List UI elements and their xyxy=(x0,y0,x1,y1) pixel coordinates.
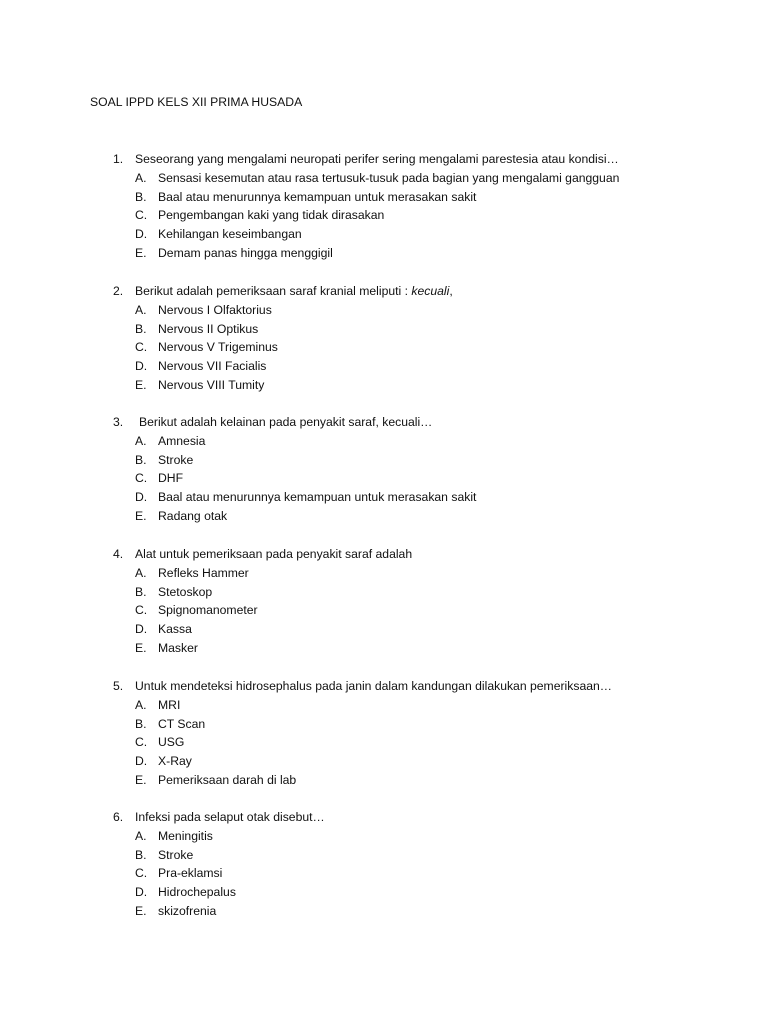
option-text: Spignomanometer xyxy=(158,603,258,618)
option-text: Nervous VIII Tumity xyxy=(158,377,265,392)
option-letter: C. xyxy=(135,471,148,486)
option-text: Kassa xyxy=(158,622,192,637)
option-item xyxy=(0,639,768,658)
question-number: 6. xyxy=(113,810,124,824)
option-item xyxy=(0,188,768,207)
option-text: Refleks Hammer xyxy=(158,565,249,580)
option-text: Kehilangan keseimbangan xyxy=(158,227,302,242)
option-item xyxy=(0,864,768,883)
question-number: 4. xyxy=(113,547,124,561)
option-letter: D. xyxy=(135,490,148,505)
option-text: Pra-eklamsi xyxy=(158,866,223,881)
option-text: Masker xyxy=(158,640,198,655)
option-item xyxy=(0,883,768,902)
option-letter: A. xyxy=(135,565,147,580)
option-letter: C. xyxy=(135,340,148,355)
question-stem xyxy=(0,808,768,827)
option-letter: E. xyxy=(135,772,147,787)
option-item xyxy=(0,432,768,451)
option-letter: B. xyxy=(135,452,147,467)
question-1 xyxy=(0,150,768,263)
question-text: Alat untuk pemeriksaan pada penyakit saraf adalah xyxy=(135,547,413,561)
question-stem xyxy=(0,282,768,301)
question-stem xyxy=(0,545,768,564)
question-4 xyxy=(0,545,768,658)
option-text: skizofrenia xyxy=(158,903,217,918)
option-text: Stroke xyxy=(158,847,194,862)
option-text: Stroke xyxy=(158,452,194,467)
option-text: DHF xyxy=(158,471,184,486)
option-text: Demam panas hingga menggigil xyxy=(158,245,333,260)
option-letter: C. xyxy=(135,603,148,618)
option-text: Nervous I Olfaktorius xyxy=(158,302,272,317)
option-letter: B. xyxy=(135,716,147,731)
question-stem xyxy=(0,677,768,696)
option-letter: A. xyxy=(135,433,147,448)
option-item xyxy=(0,301,768,320)
option-letter: D. xyxy=(135,227,148,242)
option-text: Radang otak xyxy=(158,508,228,523)
option-item xyxy=(0,902,768,921)
question-stem xyxy=(0,150,768,169)
option-letter: B. xyxy=(135,847,147,862)
question-6 xyxy=(0,808,768,921)
option-letter: E. xyxy=(135,377,147,392)
question-number: 5. xyxy=(113,679,124,693)
question-text: Untuk mendeteksi hidrosephalus pada janin dalam kandungan dilakukan pemeriksaan… xyxy=(135,679,612,693)
option-item xyxy=(0,771,768,790)
question-text-emphasis: kecuali xyxy=(411,284,450,298)
option-letter: E. xyxy=(135,640,147,655)
option-text: Amnesia xyxy=(158,433,206,448)
option-item xyxy=(0,320,768,339)
option-text: Sensasi kesemutan atau rasa tertusuk-tusuk pada bagian yang mengalami gangguan xyxy=(158,170,620,185)
option-letter: E. xyxy=(135,245,147,260)
option-text: MRI xyxy=(158,697,181,712)
option-item xyxy=(0,488,768,507)
option-text: Nervous II Optikus xyxy=(158,321,259,336)
option-item xyxy=(0,376,768,395)
option-letter: C. xyxy=(135,208,148,223)
option-letter: A. xyxy=(135,302,147,317)
question-stem xyxy=(0,413,768,432)
question-text: Seseorang yang mengalami neuropati perifer sering mengalami parestesia atau kondisi… xyxy=(135,152,619,166)
question-text-main: Berikut adalah pemeriksaan saraf kranial meliputi : xyxy=(135,284,412,298)
option-item xyxy=(0,583,768,602)
question-5 xyxy=(0,677,768,790)
option-item xyxy=(0,620,768,639)
option-text: Baal atau menurunnya kemampuan untuk merasakan sakit xyxy=(158,189,477,204)
question-text: Infeksi pada selaput otak disebut… xyxy=(135,810,325,824)
option-item xyxy=(0,507,768,526)
option-item xyxy=(0,225,768,244)
option-item xyxy=(0,357,768,376)
option-item xyxy=(0,206,768,225)
option-text: Nervous V Trigeminus xyxy=(158,340,278,355)
option-text: Baal atau menurunnya kemampuan untuk merasakan sakit xyxy=(158,490,477,505)
option-item xyxy=(0,169,768,188)
option-letter: A. xyxy=(135,828,147,843)
option-letter: E. xyxy=(135,508,147,523)
option-item xyxy=(0,244,768,263)
option-letter: A. xyxy=(135,170,147,185)
question-text-end: , xyxy=(449,284,453,298)
question-2 xyxy=(0,282,768,395)
option-text: Stetoskop xyxy=(158,584,213,599)
question-number: 3. xyxy=(113,415,124,429)
option-item xyxy=(0,827,768,846)
option-item xyxy=(0,846,768,865)
option-item xyxy=(0,469,768,488)
document-title: SOAL IPPD KELS XII PRIMA HUSADA xyxy=(90,95,303,109)
option-item xyxy=(0,338,768,357)
option-text: USG xyxy=(158,735,185,750)
option-letter: B. xyxy=(135,189,147,204)
option-letter: A. xyxy=(135,697,147,712)
question-number: 1. xyxy=(113,152,124,166)
option-letter: C. xyxy=(135,735,148,750)
option-item xyxy=(0,696,768,715)
option-item xyxy=(0,715,768,734)
option-item xyxy=(0,601,768,620)
question-3 xyxy=(0,413,768,526)
option-letter: E. xyxy=(135,903,147,918)
question-number: 2. xyxy=(113,284,124,298)
option-letter: C. xyxy=(135,866,148,881)
option-text: Meningitis xyxy=(158,828,213,843)
option-letter: B. xyxy=(135,584,147,599)
option-letter: D. xyxy=(135,622,148,637)
question-text: Berikut adalah kelainan pada penyakit saraf, kecuali… xyxy=(139,415,433,429)
option-item xyxy=(0,451,768,470)
option-text: Pengembangan kaki yang tidak dirasakan xyxy=(158,208,385,223)
option-text: CT Scan xyxy=(158,716,206,731)
option-item xyxy=(0,752,768,771)
option-text: Nervous VII Facialis xyxy=(158,359,267,374)
option-text: Hidrochepalus xyxy=(158,885,236,900)
option-letter: B. xyxy=(135,321,147,336)
option-letter: D. xyxy=(135,754,148,769)
option-item xyxy=(0,733,768,752)
option-text: X-Ray xyxy=(158,754,192,769)
option-text: Pemeriksaan darah di lab xyxy=(158,772,297,787)
option-letter: D. xyxy=(135,885,148,900)
option-item xyxy=(0,564,768,583)
option-letter: D. xyxy=(135,359,148,374)
question-text xyxy=(135,282,453,301)
